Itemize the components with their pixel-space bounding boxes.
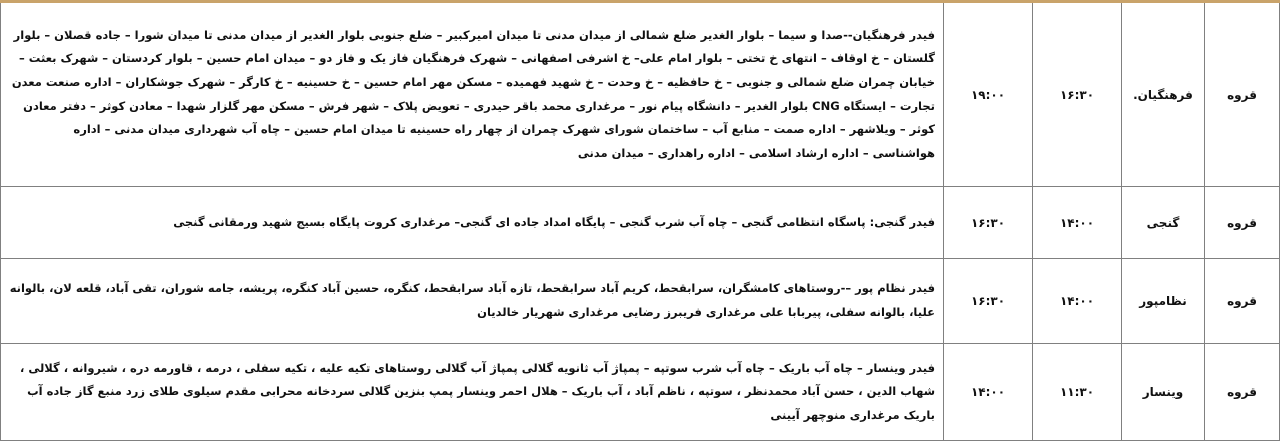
start-time-cell: ۱۱:۳۰ — [1033, 344, 1122, 441]
table-row — [1, 259, 1280, 344]
end-time-cell: ۱۴:۰۰ — [944, 344, 1033, 441]
start-time-cell: ۱۴:۰۰ — [1033, 259, 1122, 344]
table-row — [1, 2, 1280, 187]
table-row — [1, 344, 1280, 441]
city-cell: قروه — [1205, 187, 1280, 259]
area-cell: وینسار — [1122, 344, 1205, 441]
area-cell: نظامپور — [1122, 259, 1205, 344]
end-time-cell: ۱۹:۰۰ — [944, 2, 1033, 187]
feeder-description-cell: فیدر گنجی: پاسگاه انتظامی گنجی – چاه آب شرب گنجی – پایگاه امداد جاده ای گنجی– مرغداری کروت پایگاه بسیج شهید ورمقانی گنجی — [1, 187, 944, 259]
start-time-cell: ۱۶:۳۰ — [1033, 2, 1122, 187]
feeder-description-cell: فیدر وینسار – چاه آب باریک – چاه آب شرب سوتپه – پمپاژ آب ثانویه گلالی پمپاژ آب گلالی روستاهای تکیه علیه ، تکیه سفلی ، درمه ، قاورمه دره ، شیروانه ، گلالی ، شهاب الدین ، حسن آباد محمدنظر ، سوتپه ، ناظم آباد ، آب باریک – هلال احمر وینسار پمپ بنزین گلالی سردخانه محرابی مقدم سیلوی طلای زرد منبع گاز جاده آب باریک مرغداری منوچهر آیینی — [1, 344, 944, 441]
city-cell: قروه — [1205, 2, 1280, 187]
end-time-cell: ۱۶:۳۰ — [944, 187, 1033, 259]
city-cell: قروه — [1205, 259, 1280, 344]
feeder-description-cell: فیدر فرهنگیان--صدا و سیما – بلوار الغدیر ضلع شمالی از میدان مدنی تا میدان امیرکبیر – ضلع جنوبی بلوار الغدیر از میدان مدنی تا میدان شورا – جاده قصلان – بلوار گلستان – خ اوقاف – انتهای خ تختی – بلوار امام علی– خ اشرفی اصفهانی – شهرک فرهنگیان فاز یک و فاز دو – میدان امام حسین – بلوار کردستان – شهرک بعثت – خیابان چمران ضلع شمالی و جنوبی – خ حافظیه – خ وحدت – خ شهید فهمیده – مسکن مهر امام حسین – خ حسینیه – خ کارگر – شهرک جوشکاران – اداره صنعت معدن تجارت – ایستگاه CNG بلوار الغدیر – دانشگاه پیام نور – مرغداری محمد باقر حیدری – تعویض پلاک – شهر فرش – مسکن مهر گلزار شهدا – معادن کوثر – دفتر معادن کوثر – ویلاشهر – اداره صمت – منابع آب – ساختمان شورای شهرک چمران از چهار راه حسینیه تا میدان امام حسین – چاه آب شهرداری میدان مدنی – اداره هواشناسی – اداره ارشاد اسلامی – اداره راهداری – میدان مدنی — [1, 2, 944, 187]
table-row — [1, 187, 1280, 259]
area-cell: گنجی — [1122, 187, 1205, 259]
city-cell: قروه — [1205, 344, 1280, 441]
end-time-cell: ۱۶:۳۰ — [944, 259, 1033, 344]
area-cell: فرهنگیان. — [1122, 2, 1205, 187]
feeder-description-cell: فیدر نظام پور –-روستاهای کامشگران، سرابقحط، کریم آباد سرابقحط، تازه آباد سرابقحط، کنگره، حسین آباد کنگره، پریشه، جامه شوران، تقی آباد، قلعه لان، بالوانه علیا، بالوانه سفلی، پیربابا علی مرغداری فریبرز رضایی مرغداری شهریار خالدیان — [1, 259, 944, 344]
start-time-cell: ۱۴:۰۰ — [1033, 187, 1122, 259]
